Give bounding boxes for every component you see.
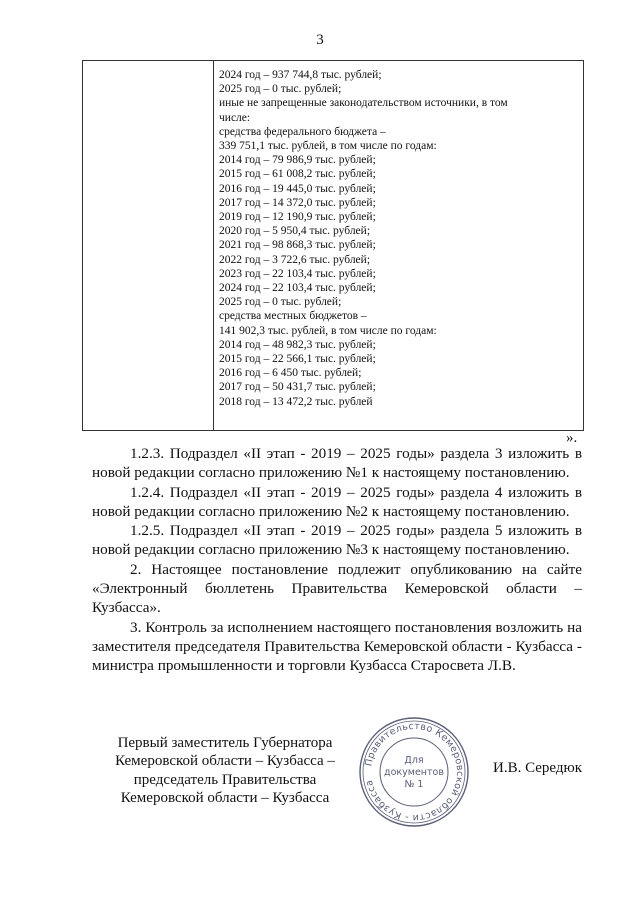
stamp-center-line: № 1 <box>404 779 424 790</box>
position-line: Первый заместитель Губернатора <box>117 735 333 751</box>
funding-line: 2024 год – 937 744,8 тыс. рублей; <box>219 69 382 81</box>
paragraph-1-2-5: 1.2.5. Подраздел «II этап - 2019 – 2025 годы» раздела 5 изложить в новой редакции согласно приложению №3 к настоящему постановлению. <box>92 522 582 559</box>
resolution-body <box>92 444 582 676</box>
funding-line: 339 751,1 тыс. рублей, в том числе по годам: <box>219 140 437 153</box>
funding-line: 2022 год – 3 722,6 тыс. рублей; <box>219 253 371 266</box>
funding-line: иные не запрещенные законодательством источники, в том <box>219 97 508 110</box>
funding-line: 2021 год – 98 868,3 тыс. рублей; <box>219 239 376 252</box>
funding-line: 2014 год – 48 982,3 тыс. рублей; <box>219 338 376 351</box>
position-line: председатель Правительства <box>133 771 317 788</box>
funding-line: числе: <box>219 111 251 124</box>
page-number: 3 <box>316 32 324 48</box>
funding-cell <box>219 68 579 409</box>
funding-line: 2015 год – 22 566,1 тыс. рублей; <box>219 353 376 366</box>
funding-line: 2025 год – 0 тыс. рублей; <box>219 296 342 309</box>
signer-name: И.В. Середюк <box>493 760 583 776</box>
position-line: Кемеровской области – Кузбасса <box>120 790 330 807</box>
paragraph-2: 2. Настоящее постановление подлежит опубликованию на сайте «Электронный бюллетень Правительства Кемеровской области – Кузбасса». <box>92 560 582 617</box>
funding-line: 2019 год – 12 190,9 тыс. рублей; <box>219 211 376 224</box>
funding-line: средства местных бюджетов – <box>219 310 367 323</box>
paragraph-1-2-4: 1.2.4. Подраздел «II этап - 2019 – 2025 годы» раздела 4 изложить в новой редакции согласно приложению №2 к настоящему постановлению. <box>92 483 582 520</box>
funding-line: 2015 год – 61 008,2 тыс. рублей; <box>219 168 376 181</box>
signatory-position <box>110 734 340 808</box>
stamp-ring-text: Правительство Кемеровской области - Кузбасса <box>363 720 466 824</box>
funding-line: 2017 год – 14 372,0 тыс. рублей; <box>219 196 376 209</box>
funding-line: 2017 год – 50 431,7 тыс. рублей; <box>219 381 376 394</box>
funding-line: 2018 год – 13 472,2 тыс. рублей <box>219 395 373 408</box>
funding-line: 2016 год – 6 450 тыс. рублей; <box>219 367 362 380</box>
funding-line: 2025 год – 0 тыс. рублей; <box>219 83 342 96</box>
funding-line: 2023 год – 22 103,4 тыс. рублей; <box>219 267 376 280</box>
paragraph-1-2-3: 1.2.3. Подраздел «II этап - 2019 – 2025 годы» раздела 3 изложить в новой редакции согласно приложению №1 к настоящему постановлению. <box>92 445 582 482</box>
funding-line: средства федерального бюджета – <box>219 125 386 138</box>
paragraph-3: 3. Контроль за исполнением настоящего постановления возложить на заместителя председателя Правительства Кемеровской области - Кузбасса - министра промышленности и торговли Кузбасса Старосвета Л.В. <box>92 618 582 675</box>
funding-line: 2020 год – 5 950,4 тыс. рублей; <box>219 225 371 238</box>
funding-line: 2016 год – 19 445,0 тыс. рублей; <box>219 182 376 195</box>
stamp-center-line: документов <box>384 767 444 778</box>
funding-line: 141 902,3 тыс. рублей, в том числе по годам: <box>219 324 437 337</box>
position-line: Кемеровской области – Кузбасса – <box>115 753 335 770</box>
official-stamp <box>358 716 470 828</box>
funding-table <box>82 60 584 431</box>
closing-quote: ». <box>566 430 578 446</box>
table-column-divider <box>213 61 214 430</box>
funding-line: 2024 год – 22 103,4 тыс. рублей; <box>219 282 376 295</box>
funding-line: 2014 год – 79 986,9 тыс. рублей; <box>219 154 376 167</box>
stamp-center-line: Для <box>404 755 424 766</box>
